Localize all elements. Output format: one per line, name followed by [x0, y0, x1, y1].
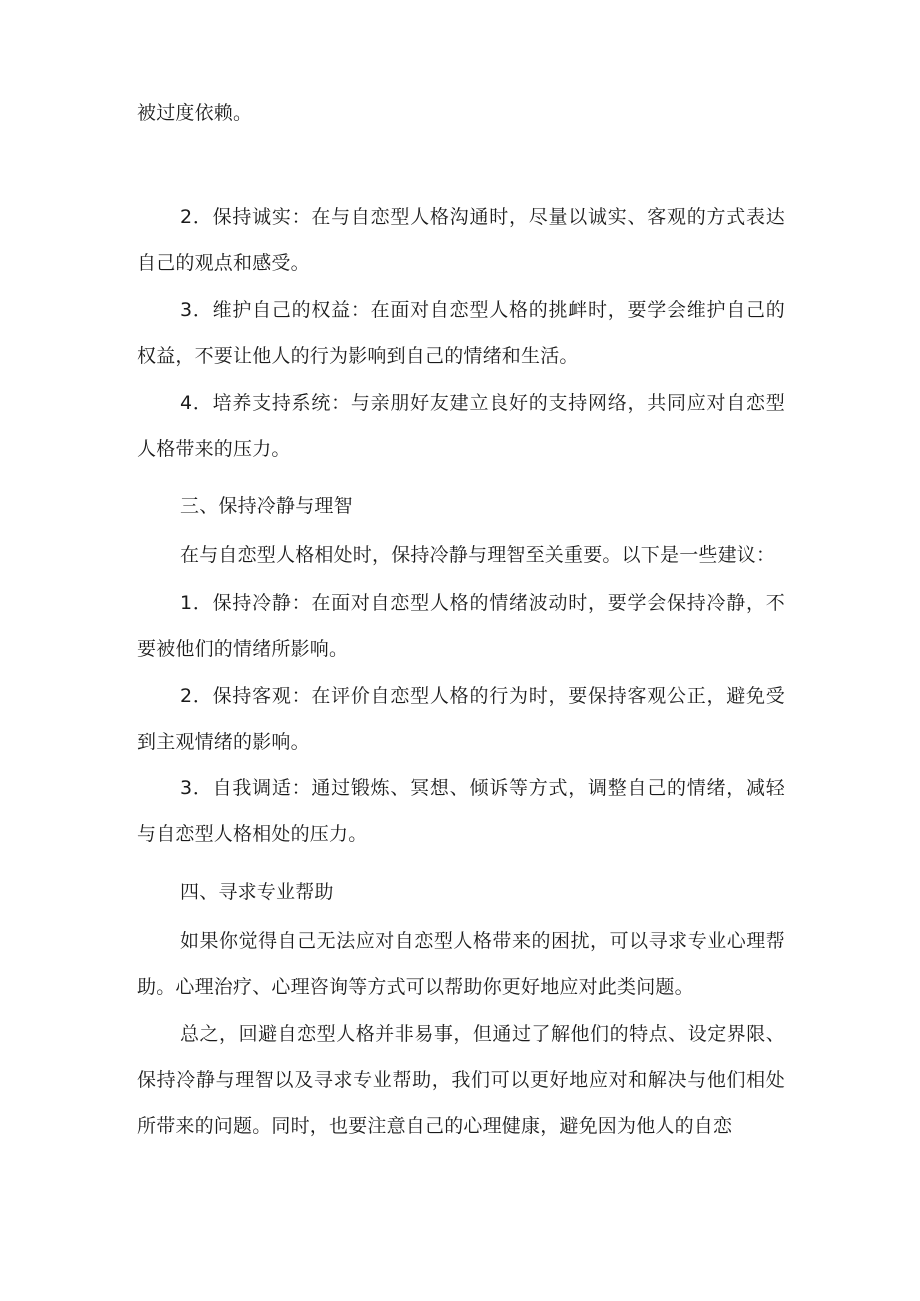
- paragraph-item-3-self-adjust: 3．自我调适：通过锻炼、冥想、倾诉等方式，调整自己的情绪，减轻与自恋型人格相处的压力。: [137, 777, 785, 845]
- paragraph-conclusion: 总之，回避自恋型人格并非易事，但通过了解他们的特点、设定界限、保持冷静与理智以及寻求专业帮助，我们可以更好地应对和解决与他们相处所带来的问题。同时，也要注意自己的心理健康，避免因为他人的自恋: [137, 1023, 785, 1137]
- paragraph-continuation: 被过度依赖。: [137, 102, 253, 124]
- section-heading-4: 四、寻求专业帮助: [180, 881, 334, 903]
- paragraph-item-2-objective: 2．保持客观：在评价自恋型人格的行为时，要保持客观公正，避免受到主观情绪的影响。: [137, 685, 785, 753]
- paragraph-item-3-rights: 3．维护自己的权益：在面对自恋型人格的挑衅时，要学会维护自己的权益，不要让他人的行为影响到自己的情绪和生活。: [137, 299, 785, 367]
- paragraph-intro: 在与自恋型人格相处时，保持冷静与理智至关重要。以下是一些建议：: [180, 544, 776, 566]
- paragraph-item-2-honesty: 2．保持诚实：在与自恋型人格沟通时，尽量以诚实、客观的方式表达自己的观点和感受。: [137, 206, 785, 274]
- paragraph-item-1-calm: 1．保持冷静：在面对自恋型人格的情绪波动时，要学会保持冷静，不要被他们的情绪所影响。: [137, 592, 785, 660]
- section-heading-3: 三、保持冷静与理智: [180, 495, 353, 517]
- paragraph-item-4-support: 4．培养支持系统：与亲朋好友建立良好的支持网络，共同应对自恋型人格带来的压力。: [137, 392, 785, 460]
- paragraph-professional-help: 如果你觉得自己无法应对自恋型人格带来的困扰，可以寻求专业心理帮助。心理治疗、心理咨询等方式可以帮助你更好地应对此类问题。: [137, 930, 785, 998]
